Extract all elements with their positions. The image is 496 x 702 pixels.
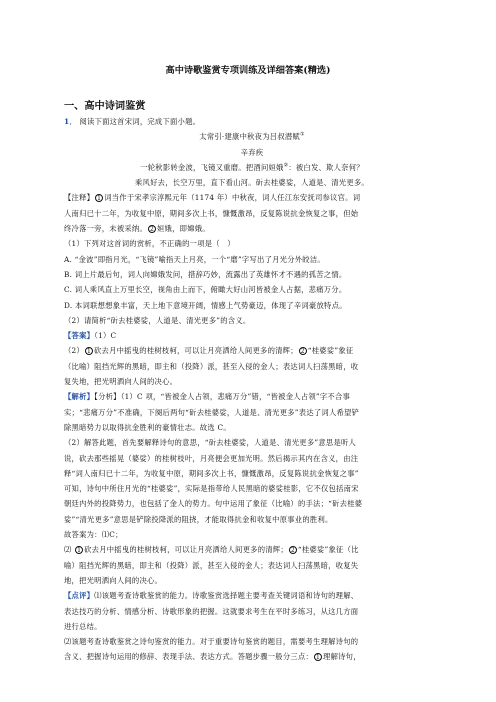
- comment-line-2: 表达技巧的分析、情感分析、诗歌形象的把握。这就要求考生在平时多练习，从这几方面: [64, 606, 359, 616]
- poem-author: 辛弃疾: [240, 147, 264, 157]
- answer-2b: “桂婆娑”象征: [307, 346, 354, 356]
- circled-number: 1: [316, 654, 321, 662]
- option-d: D. 本词联想想象丰富，天上地下意境开阔，情感上气势豪迈，体现了辛词豪放特点。: [64, 300, 347, 310]
- document-title: 高中诗歌鉴赏专项训练及详细答案(精选): [165, 65, 331, 76]
- subquestion-2: （2）请简析“斫去桂婆娑，人道是、清光更多”的含义。: [64, 315, 251, 325]
- analysis-line-4: （2）解答此题，首先要解释诗句的意思，“斫去桂婆娑，人道是、清光更多”意思是听人: [64, 438, 357, 448]
- poem-title: 太常引·建康中秋夜为吕叔潜赋: [199, 132, 300, 142]
- footnote-marker: ①: [299, 131, 305, 138]
- comment-line-5b: 理解诗句，: [323, 652, 361, 662]
- comment-line-4: ⑵该题考查诗歌鉴赏之诗句鉴赏的能力。对于重要诗句鉴赏的题目，需要考生理解诗句的: [64, 637, 359, 647]
- note-line-2: 人南归已十二年，为收复中原，期间多次上书，慷慨激昂，反复陈说抗金恢复之事，但始: [64, 208, 359, 218]
- circled-number: 2: [300, 348, 305, 356]
- note-line-1: 词当作于宋孝宗淳熙元年（1174 年）中秋夜，词人任江东安抚司参议官。词: [104, 193, 361, 203]
- analysis-line-10: 故答案为：⑴C；: [64, 530, 123, 540]
- circled-number: 2: [290, 547, 295, 555]
- question-number: 1．: [64, 117, 77, 126]
- analysis-line-3: 除黑暗势力以取得抗金胜利的豪情壮志。故选 C。: [64, 422, 231, 432]
- analysis-line-6: 释“词人南归已十二年，为收复中原，期间多次上书，慷慨激昂，反复陈说抗金恢复之事”: [64, 468, 359, 478]
- analysis-line-5: 说，砍去那些摇晃（婆娑）的桂树枝叶，月亮便会更加光明。然后揭示其内在含义，由注: [64, 453, 359, 463]
- summary-2b: “桂婆娑”象征（比: [297, 545, 359, 555]
- answer-label: 【答案】: [64, 331, 95, 341]
- answer-line-2: （比喻）阻挡光辉的黑暗，即主和（投降）派，甚至入侵的金人；表达词人扫荡黑暗，收: [64, 361, 359, 371]
- answer-2-prefix: （2）: [64, 346, 84, 356]
- comment-line-1: ⑴该题考查诗歌鉴赏的能力。诗歌鉴赏选择题主要考查关键词语和诗句的理解、: [94, 591, 359, 601]
- circled-number: 2: [149, 226, 155, 234]
- section-heading: 一、高中诗词鉴赏: [64, 101, 146, 112]
- footnote-marker: ②: [283, 162, 289, 169]
- note-line-3a: 终冷落一旁，未被采纳。: [64, 224, 148, 234]
- analysis-line-8: 朝廷内外的投降势力，也包括了金人的势力。句中运用了象征（比喻）的手法；“斫去桂婆: [64, 499, 363, 509]
- subquestion-1: （1）下列对这首词的赏析，不正确的一项是（ ）: [64, 239, 235, 249]
- circled-number: 1: [77, 547, 82, 555]
- note-line-3b: 姮娥，即嫦娥。: [157, 224, 210, 234]
- answer-2a: 砍去月中摇曳的桂树枝柯，可以让月亮洒给人间更多的清辉；: [94, 346, 298, 356]
- option-b: B. 词上片最后句，词人向嫦娥发问，措辞巧妙，流露出了英雄怀才不遇的孤苦之情。: [64, 269, 347, 279]
- circled-number: 1: [86, 348, 92, 356]
- summary-line-3: 地，把光明洒向人间的决心。: [64, 575, 163, 585]
- poem-line-1a: 一轮秋影转金波，飞镜又重磨。把酒问姮娥: [140, 162, 284, 172]
- option-c: C. 词人乘风直上万里长空，视角由上而下，俯瞰大好山河皆被金人占据，悲痛万分。: [64, 285, 347, 295]
- poem-line-1b: ：被白发、欺人奈何？: [288, 162, 364, 172]
- answer-1: （1）C: [94, 331, 117, 341]
- question-intro: 阅读下面这首宋词，完成下面小题。: [79, 117, 201, 126]
- option-a: A. “金波”即指月光，“飞镜”喻指天上月亮，一个“磨”字写出了月光分外皎洁。: [64, 254, 325, 264]
- poem-line-2: 乘风好去，长空万里，直下看山河。斫去桂婆娑，人道是、清光更多。: [135, 178, 369, 188]
- document-body: [64, 114, 440, 665]
- analysis-line-1: 【分析】（1）C 项，“皆被金人占领，悲痛万分”错，“皆被金人占领”字不合事: [94, 392, 351, 402]
- analysis-line-9: 娑”“清光更多”意思是铲除投降派的阻挠，才能取得抗金和收复中原事业的胜利。: [64, 514, 333, 524]
- summary-2-prefix: ⑵: [64, 545, 75, 555]
- summary-line-2: 喻）阻挡光辉的黑暗，即主和（投降）派，甚至入侵的金人；表达词人扫荡黑暗，收复失: [64, 560, 359, 570]
- analysis-line-2: 实；“悲痛万分”不准确，下阕后两句“斫去桂婆娑，人道是、清光更多”表达了词人希望铲: [64, 407, 360, 417]
- comment-line-3: 进行总结。: [64, 621, 102, 631]
- analysis-label: 【解析】: [64, 392, 95, 402]
- comment-label: 【点评】: [64, 591, 95, 601]
- comment-line-5: 含义、把握诗句运用的修辞、表现手法、表达方式。答题步骤一般分三点：: [64, 652, 314, 662]
- answer-line-3: 复失地，把光明洒向人间的决心。: [64, 377, 178, 387]
- circled-number: 1: [97, 195, 102, 203]
- summary-2a: 砍去月中摇曳的桂树枝柯，可以让月亮洒给人间更多的清辉；: [84, 545, 288, 555]
- analysis-line-7: 可知，诗句中所住月光的“桂婆娑”，实际是指带给人民黑暗的婆娑桂影，它不仅包括南宋: [64, 484, 359, 494]
- note-label: 【注释】: [64, 193, 95, 203]
